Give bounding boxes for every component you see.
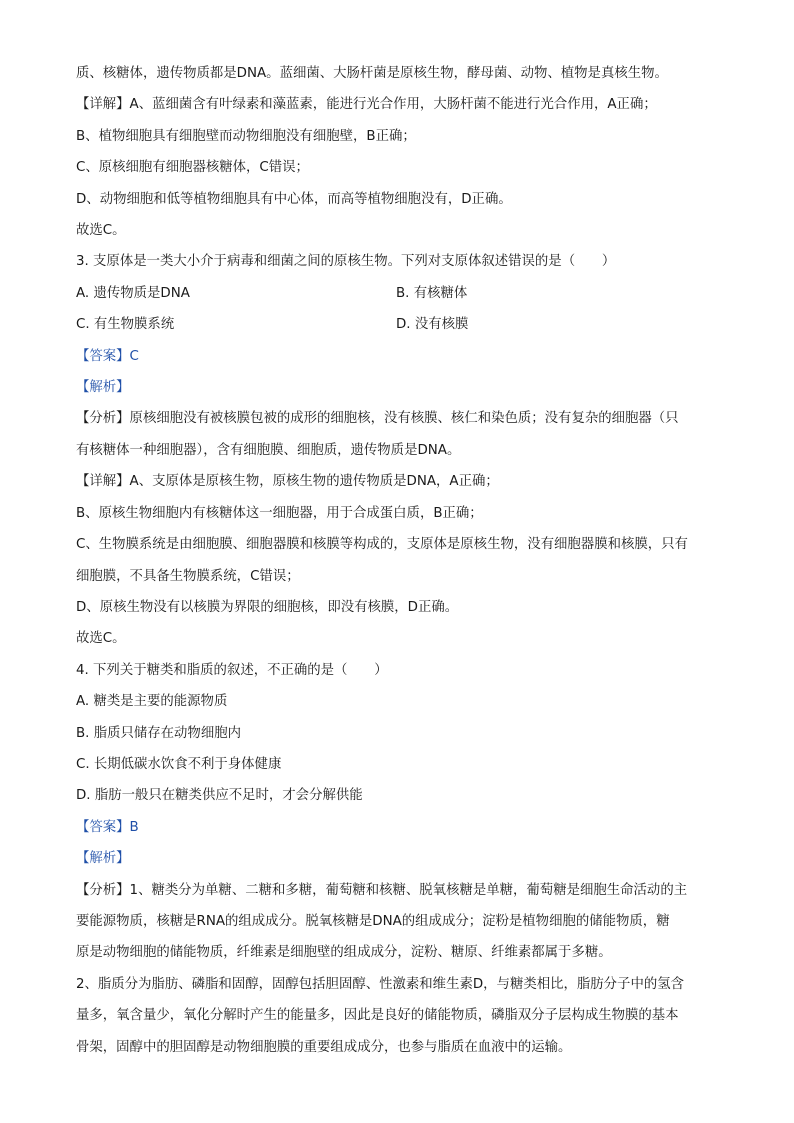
question-3-options-row xyxy=(76,278,716,309)
explanation-line: 骨架，固醇中的胆固醇是动物细胞膜的重要组成成分，也参与脂质在血液中的运输。 xyxy=(76,1039,572,1055)
explanation-line: 细胞膜，不具备生物膜系统，C错误； xyxy=(76,568,300,584)
option-d: D. 没有核膜 xyxy=(396,317,469,333)
option-a: A. 糖类是主要的能源物质 xyxy=(76,694,228,710)
analysis-label-text: 解析 xyxy=(89,851,117,867)
explanation-line: 【详解】A、支原体是原核生物，原核生物的遗传物质是DNA，A正确； xyxy=(76,474,499,490)
explanation-line: 2、脂质分为脂肪、磷脂和固醇，固醇包括胆固醇、性激素和维生素D，与糖类相比，脂肪分子中的氢含 xyxy=(76,976,685,992)
explanation-line: 要能源物质，核糖是RNA的组成成分。脱氧核糖是DNA的组成成分；淀粉是植物细胞的储能物质，糖 xyxy=(76,913,670,929)
option-a: A. 遗传物质是DNA xyxy=(76,285,190,301)
option-c: C. 长期低碳水饮食不利于身体健康 xyxy=(76,756,282,772)
explanation-line: 【分析】1、糖类分为单糖、二糖和多糖，葡萄糖和核糖、脱氧核糖是单糖，葡萄糖是细胞生命活动的主 xyxy=(76,882,688,898)
question-3-analysis-label: 【解析】 xyxy=(76,380,130,396)
explanation-line: 量多，氧含量少，氧化分解时产生的能量多，因此是良好的储能物质，磷脂双分子层构成生物膜的基本 xyxy=(76,1008,679,1024)
document-page xyxy=(76,58,716,1063)
option-d: D. 脂肪一般只在糖类供应不足时，才会分解供能 xyxy=(76,788,363,804)
text-line: D、动物细胞和低等植物细胞具有中心体，而高等植物细胞没有，D正确。 xyxy=(76,191,512,207)
question-3-options-row xyxy=(76,309,716,340)
option-b: B. 有核糖体 xyxy=(396,285,468,301)
text-line: C、原核细胞有细胞器核糖体，C错误； xyxy=(76,160,309,176)
question-4-analysis-label: 【解析】 xyxy=(76,851,130,867)
explanation-line: 【分析】原核细胞没有被核膜包被的成形的细胞核，没有核膜、核仁和染色质；没有复杂的细胞器（只 xyxy=(76,411,679,427)
question-4-answer: 【答案】B xyxy=(76,819,139,835)
explanation-line: C、生物膜系统是由细胞膜、细胞器膜和核膜等构成的，支原体是原核生物，没有细胞器膜和核膜，只有 xyxy=(76,537,688,553)
question-3-answer: 【答案】C xyxy=(76,348,139,364)
text-line: B、植物细胞具有细胞壁而动物细胞没有细胞壁，B正确； xyxy=(76,128,416,144)
explanation-line: B、原核生物细胞内有核糖体这一细胞器，用于合成蛋白质，B正确； xyxy=(76,505,483,521)
option-c: C. 有生物膜系统 xyxy=(76,317,175,333)
text-line: 【详解】A、蓝细菌含有叶绿素和藻蓝素，能进行光合作用，大肠杆菌不能进行光合作用，A正确； xyxy=(76,97,657,113)
analysis-label-text: 解析 xyxy=(89,380,117,396)
explanation-line: D、原核生物没有以核膜为界限的细胞核，即没有核膜，D正确。 xyxy=(76,599,459,615)
question-3-stem: 3. 支原体是一类大小介于病毒和细菌之间的原核生物。下列对支原体叙述错误的是（ ） xyxy=(76,254,616,270)
text-line: 故选C。 xyxy=(76,223,126,239)
text-line: 质、核糖体，遗传物质都是DNA。蓝细菌、大肠杆菌是原核生物，酵母菌、动物、植物是真核生物。 xyxy=(76,66,668,81)
explanation-line: 有核糖体一种细胞器），含有细胞膜、细胞质，遗传物质是DNA。 xyxy=(76,442,461,458)
explanation-line: 故选C。 xyxy=(76,631,126,647)
option-b: B. 脂质只储存在动物细胞内 xyxy=(76,725,241,741)
question-4-stem: 4. 下列关于糖类和脂质的叙述，不正确的是（ ） xyxy=(76,662,388,678)
explanation-line: 原是动物细胞的储能物质，纤维素是细胞壁的组成成分，淀粉、糖原、纤维素都属于多糖。 xyxy=(76,945,612,961)
